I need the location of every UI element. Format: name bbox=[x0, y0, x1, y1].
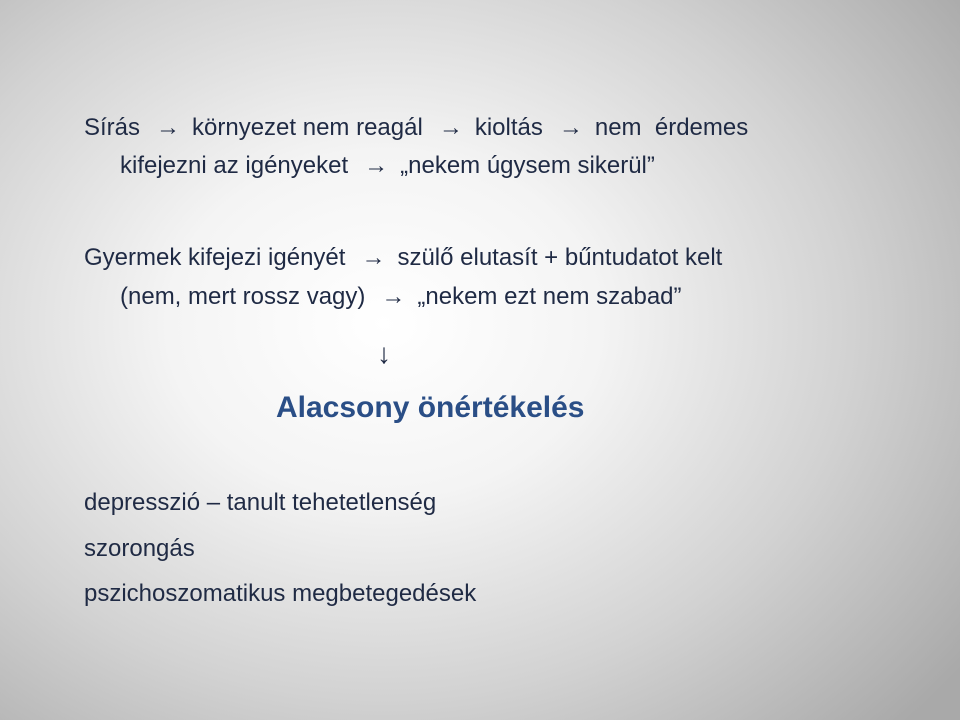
headline: Alacsony önértékelés bbox=[276, 391, 585, 424]
arrow-down-icon: ↓ bbox=[377, 338, 391, 369]
arrow-right-icon: → bbox=[438, 114, 463, 141]
chain-line-4 bbox=[120, 282, 682, 312]
chain-1-step-1: Sírás bbox=[84, 114, 141, 141]
consequence-item: szorongás bbox=[84, 535, 195, 562]
consequence-item: depresszió – tanult tehetetlenség bbox=[84, 489, 437, 516]
arrow-right-icon: → bbox=[156, 114, 181, 141]
chain-line-1 bbox=[84, 113, 748, 143]
chain-1-step-2: környezet nem reagál bbox=[192, 114, 423, 141]
chain-3-step-1: Gyermek kifejezi igényét bbox=[84, 244, 346, 271]
arrow-right-icon: → bbox=[364, 152, 389, 179]
consequence-item: pszichoszomatikus megbetegedések bbox=[84, 580, 477, 607]
chain-4-step-2: „nekem ezt nem szabad” bbox=[417, 283, 682, 310]
chain-2-step-1: kifejezni az igényeket bbox=[120, 152, 349, 179]
chain-1-step-4: nem érdemes bbox=[594, 114, 749, 141]
arrow-right-icon: → bbox=[381, 283, 406, 310]
chain-4-step-1: (nem, mert rossz vagy) bbox=[120, 283, 366, 310]
chain-line-2 bbox=[120, 151, 655, 181]
chain-3-step-2: szülő elutasít + bűntudatot kelt bbox=[397, 244, 723, 271]
chain-line-3 bbox=[84, 243, 722, 273]
chain-1-step-3: kioltás bbox=[474, 114, 543, 141]
chain-2-step-2: „nekem úgysem sikerül” bbox=[400, 152, 655, 179]
arrow-right-icon: → bbox=[361, 244, 386, 271]
arrow-right-icon: → bbox=[558, 114, 583, 141]
